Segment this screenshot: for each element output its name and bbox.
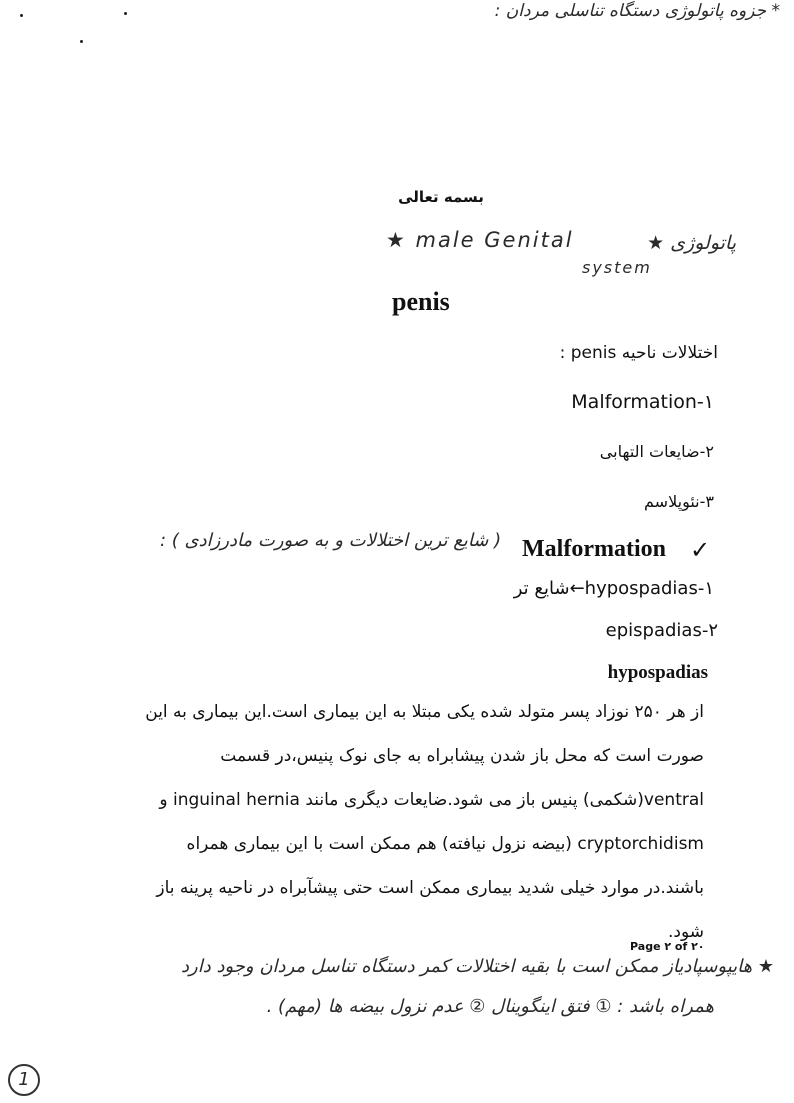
paragraph-line: از هر ۲۵۰ نوزاد پسر متولد شده یکی مبتلا به این بیماری است.این بیماری به این (145, 702, 704, 722)
paragraph-line: شود. (667, 922, 704, 942)
handwritten-header: * جزوه پاتولوژی دستگاه تناسلی مردان : (494, 1, 780, 21)
handwritten-note-2: همراه باشد : ① فتق اینگوینال ② عدم نزول بیضه ها (مهم) . (266, 996, 714, 1017)
scan-speck (80, 40, 83, 43)
check-icon: ✓ (690, 536, 711, 564)
corner-page-mark (8, 1064, 40, 1096)
list-item-neoplasm: ۳-نئوپلاسم (644, 492, 714, 511)
sub-list-item-hypospadias: ۱-hypospadias←شایع تر (513, 578, 714, 599)
page-title: penis (392, 287, 450, 316)
section-intro: اختلالات ناحیه penis : (559, 343, 718, 363)
malformation-heading (160, 528, 720, 568)
scan-speck (124, 12, 127, 15)
paragraph-line: cryptorchidism (بیضه نزول نیافته) هم ممکن است با این بیماری همراه (186, 834, 704, 854)
malformation-note: ( شایع ترین اختلالات و به صورت مادرزادی ) : (160, 530, 502, 551)
list-item-inflammatory: ۲-ضایعات التهابی (599, 442, 714, 461)
handwritten-note-1: ★ هایپوسپادیاز ممکن است با بقیه اختلالات کمر دستگاه تناسل مردان وجود دارد (181, 956, 774, 977)
hypospadias-paragraph (104, 690, 704, 954)
star-icon: ★ (386, 228, 407, 252)
scan-speck (20, 14, 23, 17)
corner-page-mark-text: 1 (18, 1069, 30, 1090)
sub-list-item-epispadias: epispadias-۲ (605, 620, 718, 641)
paragraph-line: ventral(شکمی) پنیس باز می شود.ضایعات دیگری مانند inguinal hernia و (159, 790, 704, 810)
basmala: بسمه تعالی (398, 188, 484, 206)
malformation-title: Malformation (522, 536, 666, 562)
paragraph-line: صورت است که محل باز شدن پیشابراه به جای نوک پنیس،در قسمت (220, 746, 704, 766)
handwritten-title-en (386, 228, 574, 252)
hypospadias-heading: hypospadias (607, 662, 708, 683)
handwritten-title-en-text: male Genital (415, 228, 574, 252)
paragraph-line: باشند.در موارد خیلی شدید بیماری ممکن است حتی پیشآبراه در ناحیه پرینه باز (156, 878, 704, 898)
list-item-malformation: Malformation-۱ (571, 391, 714, 413)
page-number: Page ۲ of ۲۰ (630, 940, 705, 953)
handwritten-title-en-sub: system (582, 258, 652, 277)
handwritten-title-fa: پاتولوژی ★ (647, 232, 736, 254)
